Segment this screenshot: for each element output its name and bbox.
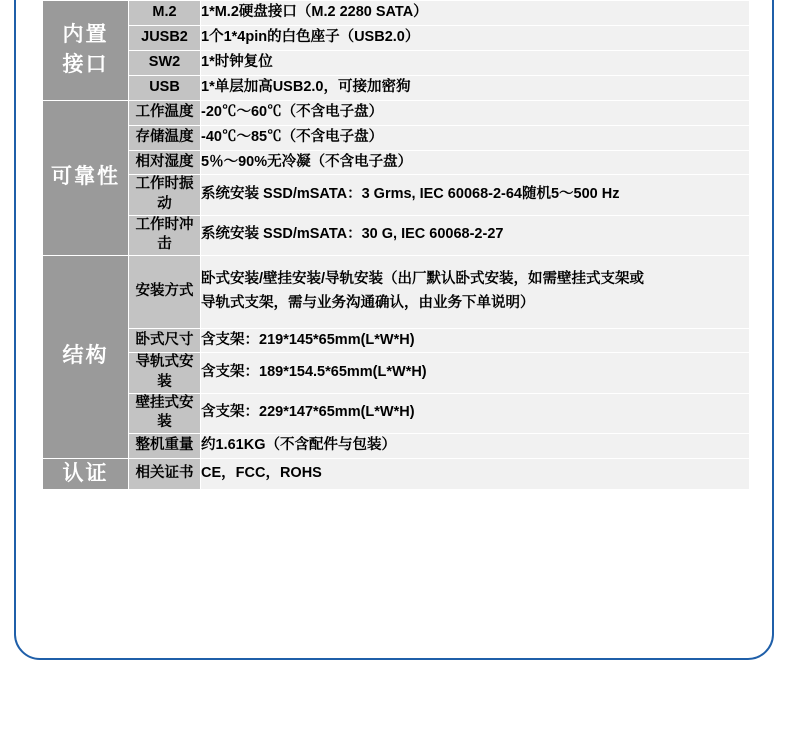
item-label-horizontal-dimension: 卧式尺寸 — [129, 328, 201, 353]
table-row — [43, 393, 750, 433]
group-label-line1: 可靠性 — [51, 165, 120, 189]
value-operating-shock: 系统安装 SSD/mSATA：30 G, IEC 60068-2-27 — [201, 215, 750, 255]
table-row — [43, 1, 750, 26]
table-row — [43, 255, 750, 328]
value-line-2: 导轨式支架，需与业务沟通确认，由业务下单说明） — [201, 294, 535, 311]
specification-table — [42, 0, 750, 490]
group-label-line1: 结构 — [62, 344, 109, 368]
item-label-mounting-method: 安装方式 — [129, 255, 201, 328]
value-certificates: CE，FCC，ROHS — [201, 458, 750, 489]
table-row — [43, 50, 750, 75]
group-header-structure — [43, 255, 129, 458]
value-usb: 1*单层加高USB2.0，可接加密狗 — [201, 75, 750, 100]
group-header-reliability — [43, 100, 129, 255]
item-label-certificates: 相关证书 — [129, 458, 201, 489]
value-horizontal-dimension: 含支架：219*145*65mm(L*W*H) — [201, 328, 750, 353]
value-m2: 1*M.2硬盘接口（M.2 2280 SATA） — [201, 1, 750, 26]
table-row — [43, 100, 750, 125]
table-row — [43, 215, 750, 255]
table-row — [43, 175, 750, 215]
item-label-din-rail-mounting: 导轨式安装 — [129, 353, 201, 393]
value-jusb2: 1个1*4pin的白色座子（USB2.0） — [201, 25, 750, 50]
item-label-operating-temperature: 工作温度 — [129, 100, 201, 125]
value-sw2: 1*时钟复位 — [201, 50, 750, 75]
item-label-jusb2: JUSB2 — [129, 25, 201, 50]
value-line-1: 卧式安装/壁挂安装/导轨安装（出厂默认卧式安装，如需壁挂式支架或 — [201, 270, 645, 287]
table-row — [43, 75, 750, 100]
item-label-storage-temperature: 存储温度 — [129, 125, 201, 150]
value-net-weight: 约1.61KG（不含配件与包装） — [201, 433, 750, 458]
group-label-line2: 接口 — [62, 53, 109, 77]
value-operating-temperature: -20℃～60℃（不含电子盘） — [201, 100, 750, 125]
table-row — [43, 433, 750, 458]
item-label-usb: USB — [129, 75, 201, 100]
item-label-operating-shock: 工作时冲击 — [129, 215, 201, 255]
table-row — [43, 353, 750, 393]
value-relative-humidity: 5％～90%无冷凝（不含电子盘） — [201, 150, 750, 175]
value-wall-mounting: 含支架：229*147*65mm(L*W*H) — [201, 393, 750, 433]
value-operating-vibration: 系统安装 SSD/mSATA：3 Grms, IEC 60068-2-64随机5～500 Hz — [201, 175, 750, 215]
item-label-operating-vibration: 工作时振动 — [129, 175, 201, 215]
table-row — [43, 328, 750, 353]
group-label-line1: 认证 — [62, 461, 109, 485]
group-header-builtin-interface — [43, 1, 129, 101]
table-row — [43, 125, 750, 150]
item-label-relative-humidity: 相对湿度 — [129, 150, 201, 175]
table-row — [43, 25, 750, 50]
group-header-certification — [43, 458, 129, 489]
item-label-m2: M.2 — [129, 1, 201, 26]
value-mounting-method — [201, 255, 750, 328]
table-row — [43, 150, 750, 175]
value-storage-temperature: -40℃～85℃（不含电子盘） — [201, 125, 750, 150]
item-label-net-weight: 整机重量 — [129, 433, 201, 458]
group-label-line1: 内置 — [62, 22, 109, 46]
table-row — [43, 458, 750, 489]
value-din-rail-mounting: 含支架：189*154.5*65mm(L*W*H) — [201, 353, 750, 393]
item-label-wall-mounting: 壁挂式安装 — [129, 393, 201, 433]
item-label-sw2: SW2 — [129, 50, 201, 75]
